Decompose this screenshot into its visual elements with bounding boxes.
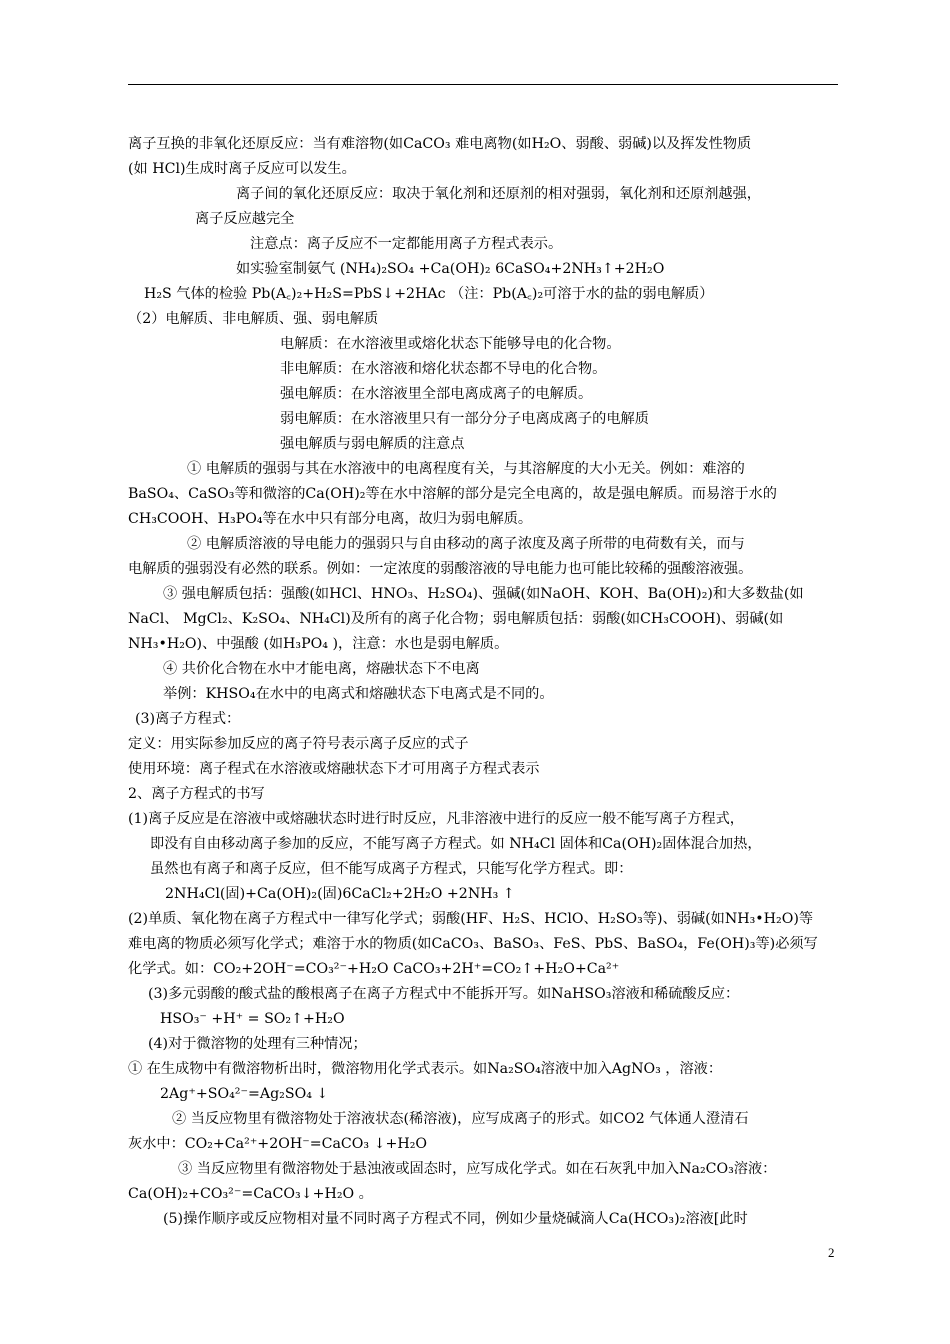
equation-line: Ca(OH)₂+CO₃²⁻=CaCO₃↓+H₂O 。 [128, 1186, 373, 1202]
text-line: (1)离子反应是在溶液中或熔融状态时进行时反应，凡非溶液中进行的反应一般不能写离子方程式， [128, 811, 744, 827]
text-line: 虽然也有离子和离子反应，但不能写成离子方程式，只能写化学方程式。即： [150, 861, 633, 877]
text-line: 使用环境：离子程式在水溶液或熔融状态下才可用离子方程式表示 [128, 761, 540, 777]
text-line: H₂S 气体的检验 Pb(A꜀)₂+H₂S=PbS↓+2HAc （注：Pb(A꜀)₂可溶于水的盐的弱电解质） [144, 286, 714, 302]
text-line: 离子反应越完全 [195, 211, 295, 227]
text-line: ③ 当反应物里有微溶物处于悬浊液或固态时，应写成化学式。如在石灰乳中加入Na₂CO₃溶液： [178, 1161, 777, 1177]
text-line: (2)单质、氧化物在离子方程式中一律写化学式；弱酸(HF、H₂S、HClO、H₂SO₃等)、弱碱(如NH₃•H₂O)等 [128, 911, 814, 927]
text-line: NH₃•H₂O)、中强酸 (如H₃PO₄ )，注意：水也是弱电解质。 [128, 636, 509, 652]
text-line: 离子间的氧化还原反应：取决于氧化剂和还原剂的相对强弱，氧化剂和还原剂越强， [236, 186, 761, 202]
text-line: BaSO₄、CaSO₃等和微溶的Ca(OH)₂等在水中溶解的部分是完全电离的，故是强电解质。而易溶于水的 [128, 486, 777, 502]
text-line: 如实验室制氨气 (NH₄)₂SO₄ +Ca(OH)₂ 6CaSO₄+2NH₃↑+2H₂O [236, 261, 665, 277]
text-line: (如 HCl)生成时离子反应可以发生。 [128, 161, 356, 177]
text-line: 离子互换的非氧化还原反应：当有难溶物(如CaCO₃ 难电离物(如H₂O、弱酸、弱碱)以及挥发性物质 [128, 136, 752, 152]
equation-line: 2Ag⁺+SO₄²⁻=Ag₂SO₄ ↓ [160, 1086, 329, 1102]
text-line: NaCl、 MgCl₂、K₂SO₄、NH₄Cl)及所有的离子化合物；弱电解质包括：弱酸(如CH₃COOH)、弱碱(如 [128, 611, 784, 627]
header-rule [128, 84, 838, 85]
text-line: 电解质：在水溶液里或熔化状态下能够导电的化合物。 [280, 336, 621, 352]
text-line: ④ 共价化合物在水中才能电离，熔融状态下不电离 [163, 661, 480, 677]
text-line: CH₃COOH、H₃PO₄等在水中只有部分电离，故归为弱电解质。 [128, 511, 533, 527]
equation-line: 2NH₄Cl(固)+Ca(OH)₂(固)6CaCl₂+2H₂O +2NH₃ ↑ [165, 886, 515, 902]
text-line: ① 电解质的强弱与其在水溶液中的电离程度有关，与其溶解度的大小无关。例如：难溶的 [187, 461, 745, 477]
text-line: ③ 强电解质包括：强酸(如HCl、HNO₃、H₂SO₄)、强碱(如NaOH、KOH、Ba(OH)₂)和大多数盐(如 [163, 586, 804, 602]
text-line: 强电解质：在水溶液里全部电离成离子的电解质。 [280, 386, 593, 402]
text-line: 化学式。如：CO₂+2OH⁻=CO₃²⁻+H₂O CaCO₃+2H⁺=CO₂↑+H₂O+Ca²⁺ [128, 961, 620, 977]
section-heading: (3)离子方程式： [135, 711, 241, 727]
text-line: 灰水中：CO₂+Ca²⁺+2OH⁻=CaCO₃ ↓+H₂O [128, 1136, 428, 1152]
text-line: ① 在生成物中有微溶物析出时，微溶物用化学式表示。如Na₂SO₄溶液中加入AgNO₃ ，溶液： [128, 1061, 723, 1077]
page-number: 2 [828, 1245, 835, 1260]
text-line: 定义：用实际参加反应的离子符号表示离子反应的式子 [128, 736, 469, 752]
text-line: ② 当反应物里有微溶物处于溶液状态(稀溶液)，应写成离子的形式。如CO2 气体通人澄清石 [172, 1111, 749, 1127]
section-heading: （2）电解质、非电解质、强、弱电解质 [128, 311, 379, 327]
text-line: 电解质的强弱没有必然的联系。例如：一定浓度的弱酸溶液的导电能力也可能比较稀的强酸溶液强。 [128, 561, 753, 577]
text-line: 弱电解质：在水溶液里只有一部分分子电离成离子的电解质 [280, 411, 649, 427]
text-line: 注意点：离子反应不一定都能用离子方程式表示。 [250, 236, 563, 252]
text-line: ② 电解质溶液的导电能力的强弱只与自由移动的离子浓度及离子所带的电荷数有关，而与 [187, 536, 745, 552]
text-line: 强电解质与弱电解质的注意点 [280, 436, 465, 452]
text-line: (4)对于微溶物的处理有三种情况； [148, 1036, 367, 1052]
text-line: 即没有自由移动离子参加的反应，不能写离子方程式。如 NH₄Cl 固体和Ca(OH)₂固体混合加热， [150, 836, 762, 852]
text-line: (5)操作顺序或反应物相对量不同时离子方程式不同，例如少量烧碱滴人Ca(HCO₃)₂溶液[此时 [163, 1211, 748, 1227]
text-line: 难电离的物质必须写化学式；难溶于水的物质(如CaCO₃、BaSO₃、FeS、PbS、BaSO₄，Fe(OH)₃等)必须写 [128, 936, 818, 952]
equation-line: HSO₃⁻ +H⁺ = SO₂↑+H₂O [160, 1011, 345, 1027]
text-line: (3)多元弱酸的酸式盐的酸根离子在离子方程式中不能拆开写。如NaHSO₃溶液和稀硫酸反应： [148, 986, 740, 1002]
section-heading: 2、离子方程式的书写 [128, 786, 265, 802]
text-line: 非电解质：在水溶液和熔化状态都不导电的化合物。 [280, 361, 607, 377]
text-line: 举例：KHSO₄在水中的电离式和熔融状态下电离式是不同的。 [163, 686, 554, 702]
